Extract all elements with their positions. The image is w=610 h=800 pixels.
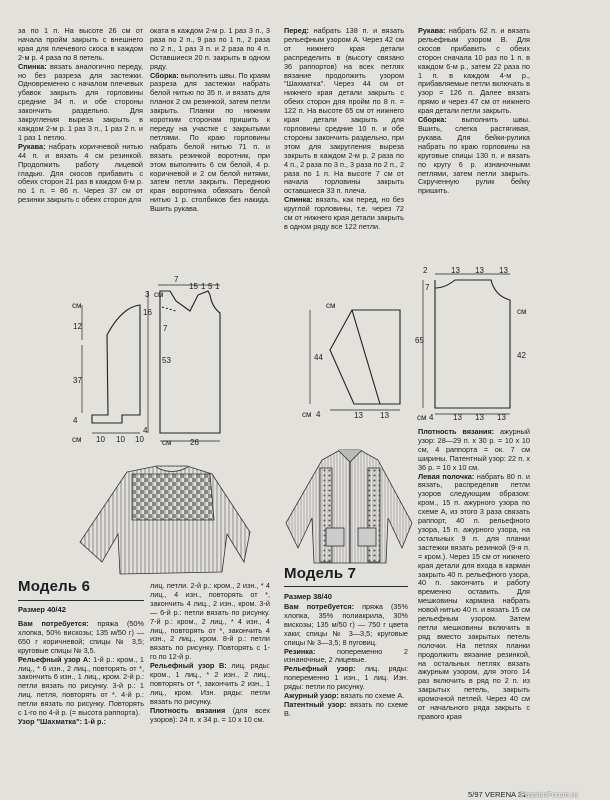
body-outline (435, 280, 510, 408)
sleeve-pattern-diagram-2 (300, 290, 410, 425)
cardigan-illustration-model-7 (282, 448, 417, 566)
dim-label: 10 (96, 435, 105, 444)
unit-label: см (162, 438, 172, 447)
dim-label: 13 (380, 411, 389, 420)
heading-sleeves: Рукава: (18, 141, 46, 151)
pocket (326, 528, 344, 546)
dim-label: 13 (451, 266, 460, 275)
dim-label: 3 (145, 290, 150, 299)
dim-label: 37 (73, 376, 82, 385)
dim-label: 4 (429, 413, 434, 422)
unit-label: см (72, 301, 82, 310)
dim-label: 13 (354, 411, 363, 420)
heading-back: Спинка: (284, 195, 313, 205)
heading-assembly: Сборка: (150, 70, 179, 80)
unit-label: см (417, 413, 427, 422)
paragraph: попеременно 2 изнаночные, 2 лицевые. (284, 646, 408, 665)
paragraph: вязать по схеме В. (284, 699, 408, 718)
model-7-title: Модель 7 (284, 565, 357, 582)
dim-label: 7 (163, 324, 168, 333)
sweater-yoke (132, 474, 214, 520)
dim-label: 65 (415, 336, 424, 345)
paragraph: оката в каждом 2-м р. 1 раз 3 п., 3 раза по 2 п., 9 раз по 1 п., 2 раза по 2 п., 1 раз 3 п. и 2 раза по 4 п. Оставшиеся 20 п. закрыть в одном ряду. (150, 26, 270, 71)
unit-label: см (517, 307, 527, 316)
heading-rib: Резинка: (284, 646, 316, 656)
heading-back: Спинка: (18, 61, 47, 71)
dim-label: 13 (475, 266, 484, 275)
dim-label: 4 (73, 416, 78, 425)
heading-relief: Рельефный узор: (284, 664, 356, 674)
paragraph: лиц. ряды: попеременно 1 изн., 1 лиц. Изн. ряды: петли по рисунку. (284, 664, 408, 692)
dim-label: 1 (201, 282, 206, 291)
heading-pattern-b: Рельефный узор В: (150, 661, 227, 671)
dim-label: 7 (174, 275, 179, 284)
paragraph: вязать по схеме А. (338, 691, 405, 701)
heading-pattern-a: Рельефный узор А: (18, 654, 91, 664)
sleeve-outline (330, 310, 400, 404)
dim-label: 13 (453, 413, 462, 422)
paragraph: лиц. ряды: кром., 1 лиц., * 2 изн., 2 лиц., повторять от *, закончить 2 изн., 1 лиц., кром. Изн. ряды: петли вязать по рисунку. (150, 661, 270, 706)
paragraph: набрать 138 п. и вязать рельефным узором А. Через 42 см от нижнего края детали распределить в (высоту связано 36 раппортов) на всех петлях вязание продолжить узором "Шахматка". Через 44 см от нижнего края детали закрыть с обеих сторон для пройм по 8 п. = 122 п. На высоте 65 см от нижнего края детали закрыть для горловины средние 10 п. и обе стороны закончить раздельно, при этом для закругления выреза закрыть в каждом 2-м р. 2 раза по 4 п., 2 раза по 3 п., 3 раза по 2 п., 2 раза по 1 п. На высоте 7 см от начала горловины закрыть оставшиеся 33 п. плеча. (284, 26, 404, 196)
dim-label: 16 (143, 308, 152, 317)
heading-density: Плотность вязания: (418, 427, 495, 436)
unit-label: см (154, 290, 164, 299)
paragraph: ажурный узор: 28—29 п. х 30 р. = 10 х 10 см, 4 раппорта = ок. 7 см ширины. Патентный узор: 22 п. х 36 р. = 10 х 10 см. (418, 427, 530, 472)
paragraph: набрать 80 п. и вязать, распределив петли узоров следующим образом: кром., 15 п. ажурного узора по схеме А, из этого 3 раза связать раппорт, 40 п. рельефного узора, 15 п. ажурного узора, на остальных 9 п. для планки застежки вязать резинкой (9-я п. = кром.). Через 15 см от нижнего края детали для входа в карман закрыть 40 п. рельефного узора, 40 п. закончить и работу временно оставить. Для мешковины кармана набрать новой нитью 40 п. и вязать 15 см рельефным узором. Затем петли мешковины включить в ряд вместо закрытых петель полочки. На петлях планки продолжить вязание резинкой, на остальных петлях вязать ажурным узором, для этого 14 раз включить в ряд по 2 п. из закрытых петель, закрыть кромочной петлей. Через 40 см от начального ряда закрыть с правого края (418, 471, 531, 721)
dim-label: 13 (475, 413, 484, 422)
heading-patent: Патентный узор: (284, 699, 347, 709)
paragraph: (для всех узоров): 24 п. х 34 р. = 10 х 10 см. (150, 705, 270, 724)
model-7-text-left (284, 603, 408, 719)
dim-label: 42 (517, 351, 526, 360)
paragraph: вязать, как перед, но без круглой горловины, т.е. через 72 см от нижнего края детали закрыть в одном ряду все 122 петли. (284, 195, 404, 231)
heading-chess-pattern: Узор "Шахматка": 1-й р.: (18, 716, 106, 726)
page-footer: 5/97 VERENA 31 (468, 790, 527, 799)
heading-assembly: Сборка: (418, 115, 447, 125)
paragraph: за по 1 п. На высоте 26 см от начала пройм закрыть с внешнего края для плечевого скоса в каждом 2-м р. 4 раза по 8 петель. (18, 26, 143, 62)
heading-sleeves: Рукава: (418, 26, 446, 35)
divider (284, 586, 408, 587)
sleeve-outline (92, 305, 140, 423)
unit-label: см (72, 435, 82, 444)
dim-label: 4 (316, 410, 321, 419)
dim-label: 26 (190, 438, 199, 447)
dim-label: 4 (143, 426, 148, 435)
unit-label: см (302, 410, 312, 419)
divider (18, 600, 144, 601)
watermark-text: PassionForum.ru (520, 790, 578, 799)
dim-label: 13 (497, 413, 506, 422)
heading-materials: Вам потребуется: (284, 602, 355, 611)
heading-left-front: Левая полочка: (418, 471, 475, 481)
dim-label: 2 (423, 266, 428, 275)
model-7-size: Размер 38/40 (284, 592, 332, 601)
text-column-1 (18, 27, 143, 205)
paragraph: лиц. петли. 2-й р.: кром., 2 изн., * 4 лиц., 4 изн., повторять от *, закончить 4 лиц., 2 изн., кром. 3-й — 6-й р.: петли вязать по рисунку. 7-й р.: кром., 2 лиц., * 4 изн., 4 лиц., повторять от *, закончить 4 изн., 2 лиц., кром. 8-й р.: петли вязать по рисунку. Повторять с 1-го по 12-й р. (150, 581, 270, 662)
dim-label: 1 (215, 282, 220, 291)
paragraph: выполнить швы. Вшить, слегка растягивая, рукава. Для бейки-рулика набрать по краю горловины на круговые спицы 130 п. и вязать по кругу 6 р. изнаночными петлями, затем петли закрыть. Скрученную рулик бейку пришить. (418, 115, 530, 196)
pocket (358, 528, 376, 546)
dim-label: 53 (162, 356, 171, 365)
text-column-3 (284, 27, 404, 232)
model-6-text-right (150, 582, 270, 725)
paragraph: набрать 62 п. и вязать рельефным узором В. Для скосов прибавить с обеих сторон сначала 10 раз по 1 п. в каждом 6-м р., затем 22 раза по 1 п. в каждом 4-м р., прибавляемые петли включать в узор = 126 п. Далее вязать прямо и через 47 см от нижнего края детали петли закрыть. (418, 26, 530, 116)
text-column-2 (150, 27, 270, 214)
dim-label: 7 (425, 283, 430, 292)
paragraph: пряжа (50% хлопка, 50% вискозы; 135 м/50 г) — 650 г коричневой; спицы № 3,5; круговые спицы № 3,5. (18, 619, 144, 655)
unit-label: см (326, 301, 336, 310)
dim-label: 5 (208, 282, 213, 291)
heading-density: Плотность вязания (150, 705, 226, 715)
dim-label: 12 (73, 322, 82, 331)
sweater-illustration-model-6 (72, 462, 257, 577)
model-7-text-right (418, 428, 530, 722)
dim-label: 10 (116, 435, 125, 444)
lace-panel (320, 468, 332, 562)
paragraph: выполнить швы. По краям разреза для застежки набрать белой нитью по 35 п. и вязать для планок 2 см резинкой, затем петли закрыть. Планки по нижним коротким сторонам пришить к переду на участке с закрытыми петлями. По краю горловины набрать белой нитью 71 п. и вязать резинкой воротник, при этом выполнить 6 см белой, 4 р. коричневой и 2 см белой нитями, затем петли закрыть. Переднюю края воротника обвязать белой нитью 1 р. столбиков без накида. Вшить рукава. (150, 70, 270, 214)
paragraph: набрать коричневой нитью 44 п. и вязать 4 см резинкой. Продолжить работу лицевой гладью. Для скосов прибавить с обеих сторон 21 раз в каждом 6-м р. по 1 п. = 86 п. Через 37 см от резинки закрыть с обеих сторон для (18, 141, 143, 205)
heading-front: Перед: (284, 26, 309, 35)
body-pattern-diagram (140, 275, 270, 448)
dim-label: 15 (189, 282, 198, 291)
paragraph: вязать аналогично переду, но без разреза для застежки. Одновременно с началом плечевых убавок закрыть для горловины средние 34 п. и обе стороны закончить раздельно. Для закругления выреза закрыть в каждом 2-м р. 1 раз 3 п., 1 раз 2 п. и 1 раз 1 петлю. (18, 61, 143, 142)
model-6-text-left (18, 620, 144, 727)
model-6-size: Размер 40/42 (18, 605, 66, 614)
dim-label: 13 (499, 266, 508, 275)
paragraph: пряжа (35% хлопка, 35% полиакрила, 30% вискозы; 135 м/50 г) — 750 г цвета хаки; спицы № 3—3,5; круговые спицы № 3—3,5; 8 пуговиц. (284, 602, 408, 647)
heading-materials: Вам потребуется: (18, 619, 89, 628)
dim-label: 10 (135, 435, 144, 444)
paragraph: 1-й р.: кром., 1 лиц., * 6 изн., 2 лиц., повторять от *, закончить 6 изн., 1 лиц., кром. 2-й р.: петли вязать по рисунку. 3-й р.: 1 лиц. петля, повторять от *. 4-й р.: петли вязать по рисунку. Повторять с 1-го по 4-й р. (= высота раппорта). (18, 654, 144, 718)
body-pattern-diagram-2 (415, 268, 535, 423)
model-6-title: Модель 6 (18, 578, 91, 595)
text-column-4 (418, 27, 530, 196)
heading-lace: Ажурный узор: (284, 691, 339, 701)
lace-panel (368, 468, 380, 562)
dim-label: 44 (314, 353, 323, 362)
cardigan-body (286, 450, 412, 563)
